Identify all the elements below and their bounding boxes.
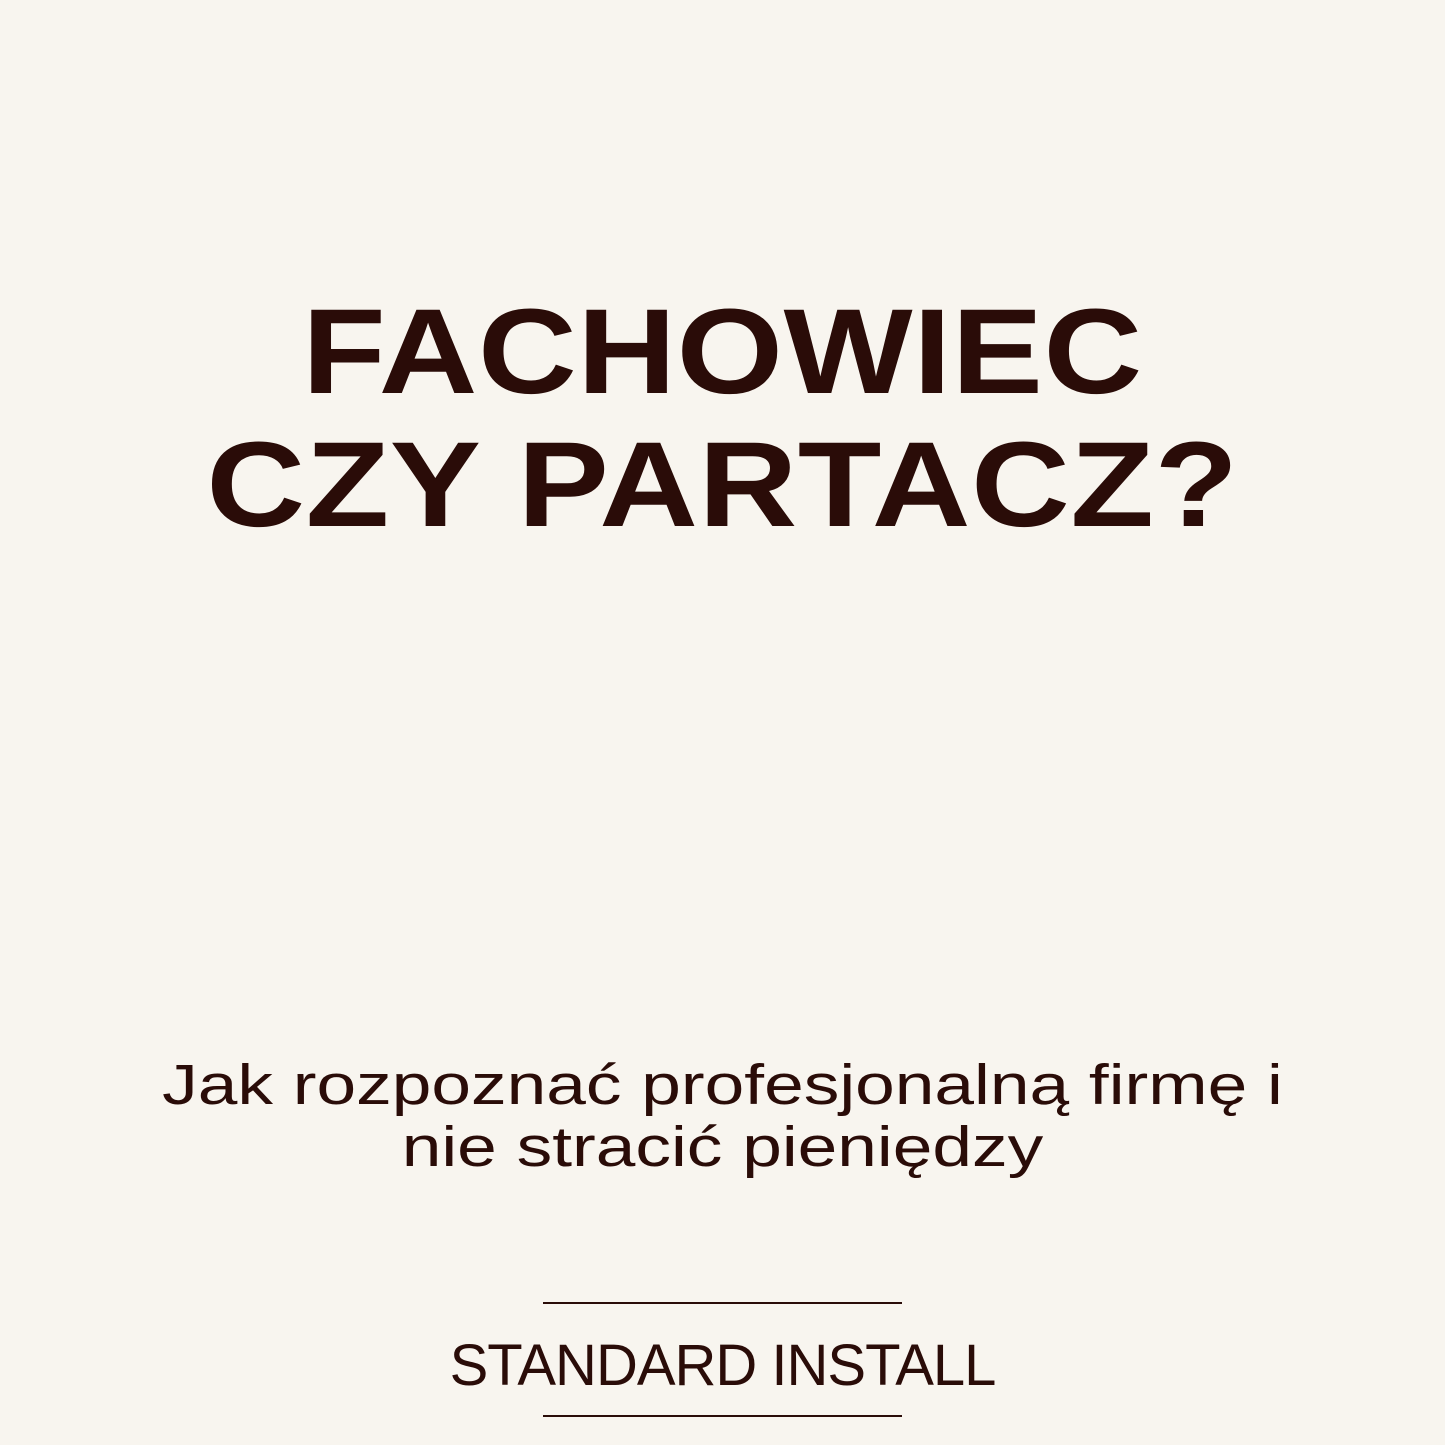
- divider-top: [543, 1302, 902, 1304]
- title-line-1: FACHOWIEC: [302, 283, 1143, 419]
- footer-label: STANDARD INSTALL: [449, 1333, 996, 1398]
- divider-bottom: [543, 1415, 902, 1417]
- title-line-2: CZY PARTACZ?: [206, 416, 1239, 552]
- subtitle-line-1: Jak rozpoznać profesjonalną firmę i: [162, 1053, 1283, 1117]
- main-title: [0, 285, 1445, 551]
- subtitle: [0, 1054, 1445, 1178]
- subtitle-line-2: nie stracić pieniędzy: [401, 1115, 1044, 1179]
